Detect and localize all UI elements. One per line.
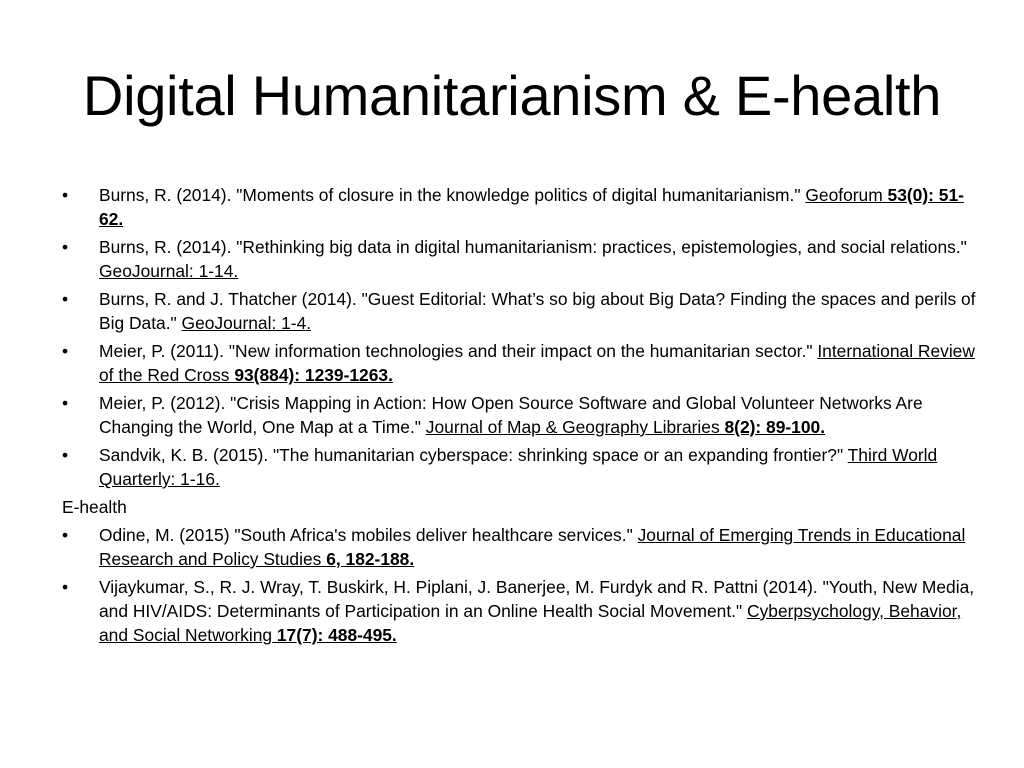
reference-item	[62, 575, 977, 647]
reference-volume: 17(7): 488-495.	[276, 625, 397, 645]
section-heading-ehealth: E-health	[62, 497, 127, 517]
bullet: •	[62, 341, 69, 361]
reference-text: Sandvik, K. B. (2015). "The humanitarian cyberspace: shrinking space or an expanding frontier?"	[99, 445, 848, 465]
reference-list	[62, 183, 977, 651]
reference-volume: 53(0): 51-62.	[99, 185, 964, 229]
reference-text: Meier, P. (2011). "New information technologies and their impact on the humanitarian sector."	[99, 341, 818, 361]
reference-text: Meier, P. (2012). "Crisis Mapping in Action: How Open Source Software and Global Volunteer Networks Are Changing the World, One Map at a Time."	[99, 393, 923, 437]
reference-journal: Cyberpsychology, Behavior, and Social Networking	[99, 601, 962, 645]
reference-journal: GeoJournal: 1-14.	[99, 261, 239, 281]
reference-journal: Geoforum	[805, 185, 883, 205]
reference-text: Vijaykumar, S., R. J. Wray, T. Buskirk, H. Piplani, J. Banerjee, M. Furdyk and R. Pattni (2014). "Youth, New Media, and HIV/AIDS: Determinants of Participation in an Online Health Social Movement."	[99, 577, 975, 621]
reference-text: Burns, R. (2014). "Rethinking big data in digital humanitarianism: practices, epistemologies, and social relations."	[99, 237, 967, 257]
bullet: •	[62, 237, 69, 257]
reference-text: Odine, M. (2015) "South Africa's mobiles deliver healthcare services."	[99, 525, 638, 545]
reference-journal: International Review of the Red Cross	[99, 341, 975, 385]
reference-volume: 93(884): 1239-1263.	[234, 365, 393, 385]
reference-journal: Journal of Map & Geography Libraries	[425, 417, 720, 437]
reference-journal: Journal of Emerging Trends in Educational Research and Policy Studies	[99, 525, 966, 569]
bullet: •	[62, 445, 69, 465]
reference-text: Burns, R. and J. Thatcher (2014). "Guest Editorial: What’s so big about Big Data? Finding the spaces and perils of Big Data."	[99, 289, 976, 333]
slide-title: Digital Humanitarianism & E-health	[82, 64, 942, 127]
reference-item	[62, 443, 977, 491]
reference-item	[62, 523, 977, 571]
reference-volume: 6, 182-188.	[326, 549, 415, 569]
bullet: •	[62, 185, 69, 205]
bullet: •	[62, 525, 69, 545]
bullet: •	[62, 289, 69, 309]
reference-item	[62, 339, 977, 387]
bullet: •	[62, 577, 69, 597]
reference-text: Burns, R. (2014). "Moments of closure in the knowledge politics of digital humanitarianism."	[99, 185, 806, 205]
reference-item	[62, 391, 977, 439]
reference-journal: Third World Quarterly: 1-16.	[99, 445, 938, 489]
reference-volume: 8(2): 89-100.	[724, 417, 826, 437]
reference-item	[62, 287, 977, 335]
reference-item	[62, 183, 977, 231]
bullet: •	[62, 393, 69, 413]
reference-item	[62, 235, 977, 283]
reference-journal: GeoJournal: 1-4.	[181, 313, 312, 333]
